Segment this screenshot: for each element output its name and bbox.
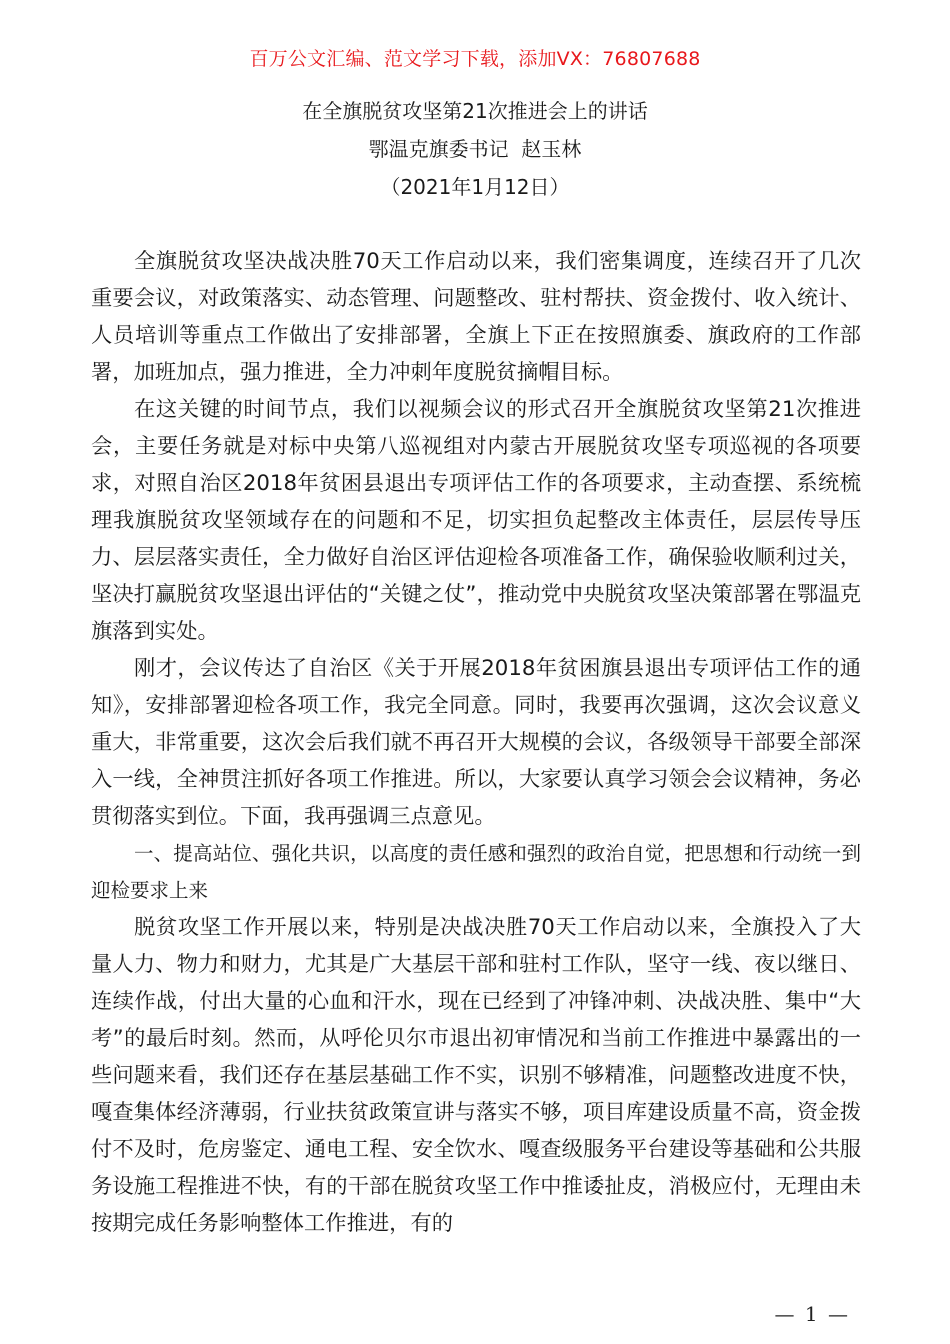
page-number: — 1 — — [774, 1302, 850, 1326]
paragraph-3: 刚才，会议传达了自治区《关于开展2018年贫困旗县退出专项评估工作的通知》，安排部署迎检各项工作，我完全同意。同时，我要再次强调，这次会议意义重大，非常重要，这次会后我们就不再召开大规模的会议，各级领导干部要全部深入一线，全神贯注抓好各项工作推进。所以，大家要认真学习领会会议精神，务必贯彻落实到位。下面，我再强调三点意见。 — [91, 656, 861, 829]
paragraph-2: 在这关键的时间节点，我们以视频会议的形式召开全旗脱贫攻坚第21次推进会，主要任务就是对标中央第八巡视组对内蒙古开展脱贫攻坚专项巡视的各项要求，对照自治区2018年贫困县退出专项评估工作的各项要求，主动查摆、系统梳理我旗脱贫攻坚领域存在的问题和不足，切实担负起整改主体责任，层层传导压力、层层落实责任，全力做好自治区评估迎检各项准备工作，确保验收顺利过关，坚决打赢脱贫攻坚退出评估的“关键之仗”，推动党中央脱贫攻坚决策部署在鄂温克旗落到实处。 — [91, 397, 861, 644]
document-title: 在全旗脱贫攻坚第21次推进会上的讲话 — [302, 99, 648, 123]
document-body — [91, 243, 861, 1242]
watermark-text: 百万公文汇编、范文学习下载，添加VX：76807688 — [249, 48, 701, 70]
paragraph-4: 脱贫攻坚工作开展以来，特别是决战决胜70天工作启动以来，全旗投入了大量人力、物力和财力，尤其是广大基层干部和驻村工作队，坚守一线、夜以继日、连续作战，付出大量的心血和汗水，现在已经到了冲锋冲刺、决战决胜、集中“大考”的最后时刻。然而，从呼伦贝尔市退出初审情况和当前工作推进中暴露出的一些问题来看，我们还存在基层基础工作不实，识别不够精准，问题整改进度不快，嘎查集体经济薄弱，行业扶贫政策宣讲与落实不够，项目库建设质量不高，资金拨付不及时，危房鉴定、通电工程、安全饮水、嘎查级服务平台建设等基础和公共服务设施工程推进不快，有的干部在脱贫攻坚工作中推诿扯皮，消极应付，无理由未按期完成任务影响整体工作推进，有的 — [91, 915, 861, 1236]
document-date: （2021年1月12日） — [380, 175, 570, 199]
section-heading-1: 一、提高站位、强化共识，以高度的责任感和强烈的政治自觉，把思想和行动统一到迎检要求上来 — [91, 842, 861, 902]
document-author: 鄂温克旗委书记 赵玉林 — [368, 137, 582, 161]
paragraph-1: 全旗脱贫攻坚决战决胜70天工作启动以来，我们密集调度，连续召开了几次重要会议，对政策落实、动态管理、问题整改、驻村帮扶、资金拨付、收入统计、人员培训等重点工作做出了安排部署，全旗上下正在按照旗委、旗政府的工作部署，加班加点，强力推进，全力冲刺年度脱贫摘帽目标。 — [91, 249, 861, 385]
